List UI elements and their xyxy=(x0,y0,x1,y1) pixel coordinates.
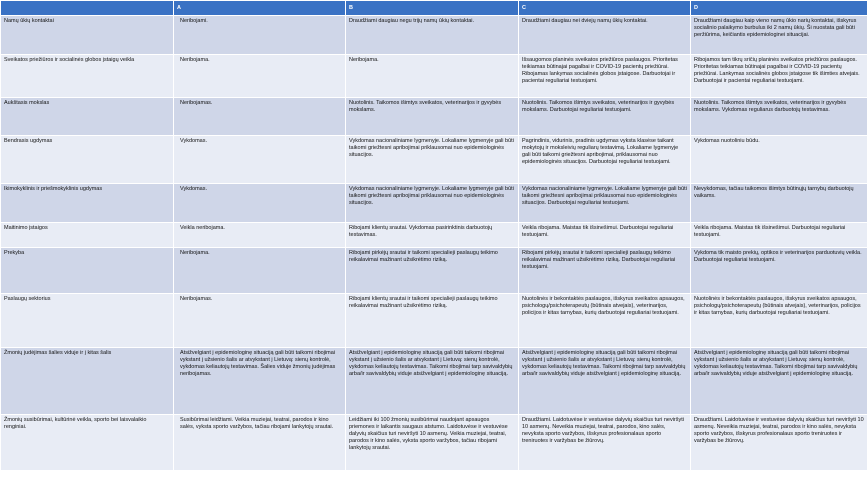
table-cell[interactable]: Atsižvelgiant į epidemiologinę situaciją gali būti taikomi ribojimai vykstant į užsienio šalis ar atvykstant į Lietuvą: sienų kontrolė, vykdomas keliautojų testavimas. Taikomi ribojimai tarp savivaldybių arba/ir savivaldybių viduje atsižvelgiant į epidemiologinę situaciją. xyxy=(691,348,867,414)
table-cell[interactable]: Vykdomas nuotoliniu būdu. xyxy=(691,136,867,183)
row-label-cell[interactable]: Bendrasis ugdymas xyxy=(1,136,173,183)
table-cell[interactable]: Draudžiami. Laidotuvėse ir vestuvėse dalyvių skaičius turi neviršyti 10 asmenų. Neveikia muziejai, teatrai, parodos, kino salės, nevyksta sporto varžybos, išskyrus profesionalaus sporto treniruotes ir varžybas be žiūrovų. xyxy=(519,415,690,470)
table-cell[interactable]: Atsižvelgiant į epidemiologinę situaciją gali būti taikomi ribojimai vykstant į užsienio šalis ar atvykstant į Lietuvą: sienų kontrolė, vykdomas keliautojų testavimas. Taikomi ribojimai tarp savivaldybių arba/ir savivaldybių viduje atsižvelgiant į epidemiologinę situaciją. xyxy=(346,348,518,414)
header-cell-a[interactable]: A xyxy=(174,1,345,15)
table-cell[interactable]: Draudžiami. Laidotuvėse ir vestuvėse dalyvių skaičius turi neviršyti 10 asmenų. Neveikia muziejai, teatrai, parodos ir kino salės, nevyksta sporto varžybos, išskyrus profesionalaus sporto treniruotes ir varžybas be žiūrovų. xyxy=(691,415,867,470)
table-cell[interactable]: Vykdomas. xyxy=(174,136,345,183)
table-row xyxy=(1,16,867,54)
row-label-cell[interactable]: Žmonių susibūrimai, kultūrinė veikla, sporto bei laisvalaikio renginiai. xyxy=(1,415,173,470)
table-cell[interactable]: Nuotolinis. Taikomos išimtys sveikatos, veterinarijos ir gyvybės mokslams. Darbuotojai reguliariai testuojami. xyxy=(519,98,690,135)
header-cell-b[interactable]: B xyxy=(346,1,518,15)
table-cell[interactable]: Vykdomas nacionaliniame lygmenyje. Lokaliame lygmenyje gali būti taikomi griežtesni apribojimai priklausomai nuo epidemiologinės situacijos. Darbuotojai reguliariai testuojami. xyxy=(519,184,690,222)
table-cell[interactable]: Atsižvelgiant į epidemiologinę situaciją gali būti taikomi ribojimai vykstant į užsienio šalis ar atvykstant į Lietuvą: sienų kontrolė, vykdomas keliautojų testavimas. Taikomi ribojimai tarp savivaldybių arba/ir savivaldybių viduje atsižvelgiant į epidemiologinę situaciją. xyxy=(519,348,690,414)
table-cell[interactable]: Ribojamos tam tikrų sričių planinės sveikatos priežiūros paslaugos. Prioritetas teikiamas būtinajai pagalbai ir COVID-19 pacientų priežiūrai. Lankymas socialinės globos įstaigose tik išimties atvejais. Darbuotojai ir pacientai reguliariai testuojami. xyxy=(691,55,867,97)
table-row xyxy=(1,348,867,414)
table-cell[interactable]: Ribojami klientų srautai. Vykdomas pasirinktinis darbuotojų testavimas. xyxy=(346,223,518,247)
table-cell[interactable]: Neribojamas. xyxy=(174,294,345,347)
table-row xyxy=(1,98,867,135)
row-label-cell[interactable]: Prekyba xyxy=(1,248,173,293)
table-cell[interactable]: Neribojamas. xyxy=(174,98,345,135)
table-cell[interactable]: Nuotolinis. Taikomos išimtys sveikatos, veterinarijos ir gyvybės mokslams. Vykdomas reguliarus darbuotojų testavimas. xyxy=(691,98,867,135)
row-label-cell[interactable]: Maitinimo įstaigos xyxy=(1,223,173,247)
table-cell[interactable]: Pagrindinis, vidurinis, pradinis ugdymas vyksta klasėse taikant mokytojų ir moksleivių reguliarų testavimą. Lokaliame lygmenyje gali būti taikomi griežtesni apribojimai, priklausomai nuo epidemiologinės situacijos. Darbuotojai reguliariai testuojami. xyxy=(519,136,690,183)
table-cell[interactable]: Nevykdomas, tačiau taikomos išimtys būtinųjų tarnybų darbuotojų vaikams. xyxy=(691,184,867,222)
table-row xyxy=(1,184,867,222)
table-cell[interactable]: Vykdomas nacionaliniame lygmenyje. Lokaliame lygmenyje gali būti taikomi griežtesni apribojimai priklausomai nuo epidemiologinės situacijos. xyxy=(346,136,518,183)
table-cell[interactable]: Veikla neribojama. xyxy=(174,223,345,247)
table-cell[interactable]: Neribojama. xyxy=(346,55,518,97)
row-label-cell[interactable]: Žmonių judėjimas šalies viduje ir į kitas šalis xyxy=(1,348,173,414)
table-cell[interactable]: Neribojami. xyxy=(174,16,345,54)
table-cell[interactable]: Ribojami pirkėjų srautai ir taikomi specialieji paslaugų teikimo reikalavimai mažinant užsikrėtimo riziką. Darbuotojai reguliariai testuojami. xyxy=(519,248,690,293)
table-cell[interactable]: Išsaugomos planinės sveikatos priežiūros paslaugos. Prioritetas teikiamas būtinajai pagalbai ir COVID-19 pacientų priežiūrai. Ribojamas lankymas socialinės globos įstaigose. Darbuotojai ir pacientai reguliariai testuojami. xyxy=(519,55,690,97)
header-cell-c[interactable]: C xyxy=(519,1,690,15)
table-cell[interactable]: Nuotolinės ir bekontaktės paslaugos, išskyrus sveikatos apsaugos, psichologų/psichoterapeutų (būtinais atvejais), veterinarijos, policijos ir kitas tarnybas, kurių darbuotojai reguliariai testuojami. xyxy=(691,294,867,347)
table-cell[interactable]: Vykdomas. xyxy=(174,184,345,222)
table-cell[interactable]: Veikla ribojama. Maistas tik išsinešimui. Darbuotojai reguliariai testuojami. xyxy=(691,223,867,247)
row-label-cell[interactable]: Aukštasis mokslas xyxy=(1,98,173,135)
row-label-cell[interactable]: Ikimokyklinis ir priešmokyklinis ugdymas xyxy=(1,184,173,222)
header-cell-empty[interactable] xyxy=(1,1,173,15)
header-cell-d[interactable]: D xyxy=(691,1,867,15)
table-cell[interactable]: Ribojami klientų srautai ir taikomi specialieji paslaugų teikimo reikalavimai mažinant užsikrėtimo riziką. xyxy=(346,294,518,347)
table-cell[interactable]: Vykdomas nacionaliniame lygmenyje. Lokaliame lygmenyje gali būti taikomi griežtesni apribojimai priklausomai nuo epidemiologinės situacijos. xyxy=(346,184,518,222)
table-cell[interactable]: Neribojama. xyxy=(174,55,345,97)
table-cell[interactable]: Leidžiami iki 100 žmonių susibūrimai naudojant apsaugos priemones ir laikantis saugaus atstumo. Laidotuvėse ir vestuvėse dalyvių skaičius turi neviršyti 10 asmenų. Veikia muziejai, teatrai, parodos ir kino salės, vyksta sporto varžybos, tačiau ribojami lankytojų srautai. xyxy=(346,415,518,470)
table-cell[interactable]: Veikla ribojama. Maistas tik išsinešimui. Darbuotojai reguliariai testuojami. xyxy=(519,223,690,247)
table-row xyxy=(1,55,867,97)
table-cell[interactable]: Draudžiami daugiau kaip vieno namų ūkio narių kontaktai, išskyrus socialinio palaikymo burbulus iki 2 namų ūkių. Ši nuostata gali būti peržiūrima, keičiantis epidemiologinei situacijai. xyxy=(691,16,867,54)
table-cell[interactable]: Draudžiami daugiau nei dviejų namų ūkių kontaktai. xyxy=(519,16,690,54)
table-cell[interactable]: Vykdoma tik maisto prekių, optikos ir veterinarijos parduotuvių veikla. Darbuotojai reguliariai testuojami. xyxy=(691,248,867,293)
header-row xyxy=(1,1,867,15)
table-row xyxy=(1,223,867,247)
table-cell[interactable]: Neribojama. xyxy=(174,248,345,293)
table-cell[interactable]: Susibūrimai leidžiami. Veikia muziejai, teatrai, parodos ir kino salės, vyksta sporto varžybos, tačiau ribojami lankytojų srautai. xyxy=(174,415,345,470)
row-label-cell[interactable]: Paslaugų sektorius xyxy=(1,294,173,347)
table-cell[interactable]: Atsižvelgiant į epidemiologinę situaciją gali būti taikomi ribojimai vykstant į užsienio šalis ar atvykstant į Lietuvą: sienų kontrolė, vykdomas keliautojų testavimas. Šalies viduje žmonių judėjimas neribojamas. xyxy=(174,348,345,414)
table-cell[interactable]: Nuotolinės ir bekontaktės paslaugos, išskyrus sveikatos apsaugos, psichologų/psichoterapeutų (būtinais atvejais), veterinarijos, policijos ir kitas tarnybas, kurių darbuotojai reguliariai testuojami. xyxy=(519,294,690,347)
table-row xyxy=(1,415,867,470)
row-label-cell[interactable]: Sveikatos priežiūros ir socialinės globos įstaigų veikla xyxy=(1,55,173,97)
table-cell[interactable]: Ribojami pirkėjų srautai ir taikomi specialieji paslaugų teikimo reikalavimai mažinant užsikrėtimo riziką. xyxy=(346,248,518,293)
table-row xyxy=(1,136,867,183)
table-cell[interactable]: Nuotolinis. Taikomos išimtys sveikatos, veterinarijos ir gyvybės mokslams. xyxy=(346,98,518,135)
row-label-cell[interactable]: Namų ūkių kontaktai xyxy=(1,16,173,54)
table-row xyxy=(1,294,867,347)
table-row xyxy=(1,248,867,293)
table-cell[interactable]: Draudžiami daugiau negu trijų namų ūkių kontaktai. xyxy=(346,16,518,54)
